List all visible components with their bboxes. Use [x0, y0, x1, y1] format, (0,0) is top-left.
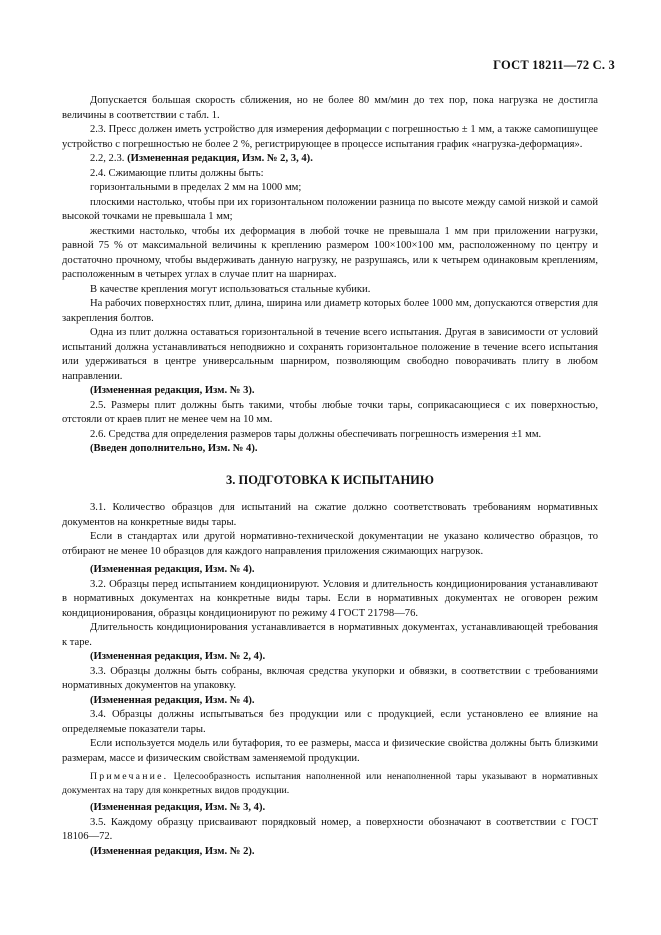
paragraph: В качестве крепления могут использоваться стальные кубики.: [90, 283, 371, 295]
amendment-text: (Измененная редакция, Изм. № 2, 3, 4).: [127, 153, 313, 164]
section-title: 3. ПОДГОТОВКА К ИСПЫТАНИЮ: [226, 472, 434, 487]
clause-ref: 2.2, 2.3.: [90, 153, 125, 164]
document-body: [62, 94, 598, 859]
paragraph-3-4: 3.4. Образцы должны испытываться без продукции или с продукцией, если установлено ее влияние на определяемые показатели тары.: [62, 709, 598, 735]
list-item: плоскими настолько, чтобы при их горизонтальном положении разница по высоте между самой низкой и самой высокой точками не превышала 1 мм;: [62, 196, 598, 222]
amendment-note: (Измененная редакция, Изм. № 2).: [90, 845, 255, 857]
paragraph-2-6: 2.6. Средства для определения размеров тары должны обеспечивать погрешность измерения ±1 мм.: [90, 428, 542, 440]
list-item: горизонтальными в пределах 2 мм на 1000 мм;: [90, 182, 302, 193]
list-item: жесткими настолько, чтобы их деформация в любой точке не превышала 1 мм при приложении нагрузки, равной 75 % от максимальной величины к креплению размером 100×100×100 мм, расположенному по центру и достаточно прочному, чтобы выдерживать данную нагрузку, не разрушаясь, или к четырем одинаковым креплениям, расположенным в четырех углах в случае плит на шарнирах.: [62, 225, 598, 280]
paragraph: Если в стандартах или другой нормативно-технической документации не указано количество образцов, то отбирают не менее 10 образцов для каждого направления приложения сжимающих нагрузок.: [62, 531, 598, 557]
note-text: Целесообразность испытания наполненной или ненаполненной тары указывают в нормативных документах на тару для конкретных видов продукции.: [62, 771, 598, 796]
paragraph: Допускается большая скорость сближения, но не более 80 мм/мин до тех пор, пока нагрузка не достигла величины в соответствии с табл. 1.: [62, 95, 598, 121]
amendment-note: (Измененная редакция, Изм. № 4).: [90, 694, 255, 706]
paragraph-3-3: 3.3. Образцы должны быть собраны, включая средства укупорки и обвязки, в соответствии с требованиями нормативных документов на упаковку.: [62, 665, 598, 691]
page-header: ГОСТ 18211—72 С. 3: [493, 58, 615, 72]
paragraph-2-5: 2.5. Размеры плит должны быть такими, чтобы любые точки тары, соприкасающиеся с их поверхностью, отстояли от краев плит не менее чем на 10 мм.: [62, 399, 598, 425]
paragraph-2-3: 2.3. Пресс должен иметь устройство для измерения деформации с погрешностью ± 1 мм, а также самопишущее устройство с погрешностью не более 2 %, регистрирующее в процессе испытания график «нагрузка-деформация».: [62, 124, 598, 150]
paragraph: Одна из плит должна оставаться горизонтальной в течение всего испытания. Другая в зависимости от условий испытаний должна устанавливаться неподвижно и сохранять горизонтальное положение в течение всего испытания или удерживаться в центре универсальным шарниром, позволяющим свободно поворачивать плиту в любом направлении.: [62, 327, 598, 382]
paragraph-3-2: 3.2. Образцы перед испытанием кондиционируют. Условия и длительность кондиционирования устанавливают в нормативных документах на конкретные виды тары. Если в нормативных документах не оговорен режим кондиционирования, образцы кондиционируют по режиму 4 ГОСТ 21798—76.: [62, 578, 598, 619]
amendment-note: (Измененная редакция, Изм. № 3).: [90, 385, 255, 396]
paragraph-2-4: 2.4. Сжимающие плиты должны быть:: [90, 167, 264, 179]
amendment-note: (Измененная редакция, Изм. № 3, 4).: [90, 802, 266, 813]
amendment-note: [62, 152, 598, 167]
paragraph: Длительность кондиционирования устанавливается в нормативных документах, устанавливающей требования к таре.: [62, 622, 598, 648]
amendment-note: (Измененная редакция, Изм. № 2, 4).: [90, 651, 266, 662]
note-label: Примечание.: [90, 771, 169, 782]
paragraph: На рабочих поверхностях плит, длина, ширина или диаметр которых более 1000 мм, допускаются отверстия для закрепления болтов.: [62, 298, 598, 324]
paragraph-3-5: 3.5. Каждому образцу присваивают порядковый номер, а поверхности обозначают в соответствии с ГОСТ 18106—72.: [62, 816, 598, 842]
amendment-note: (Измененная редакция, Изм. № 4).: [90, 564, 255, 575]
paragraph-3-1: 3.1. Количество образцов для испытаний на сжатие должно соответствовать требованиям нормативных документов на конкретные виды тары.: [62, 502, 598, 528]
amendment-note: (Введен дополнительно, Изм. № 4).: [90, 443, 258, 454]
paragraph: Если используется модель или бутафория, то ее размеры, масса и физические свойства должны быть близкими размерам, массе и физическим свойствам заменяемой продукции.: [62, 738, 598, 764]
note: [62, 770, 598, 797]
